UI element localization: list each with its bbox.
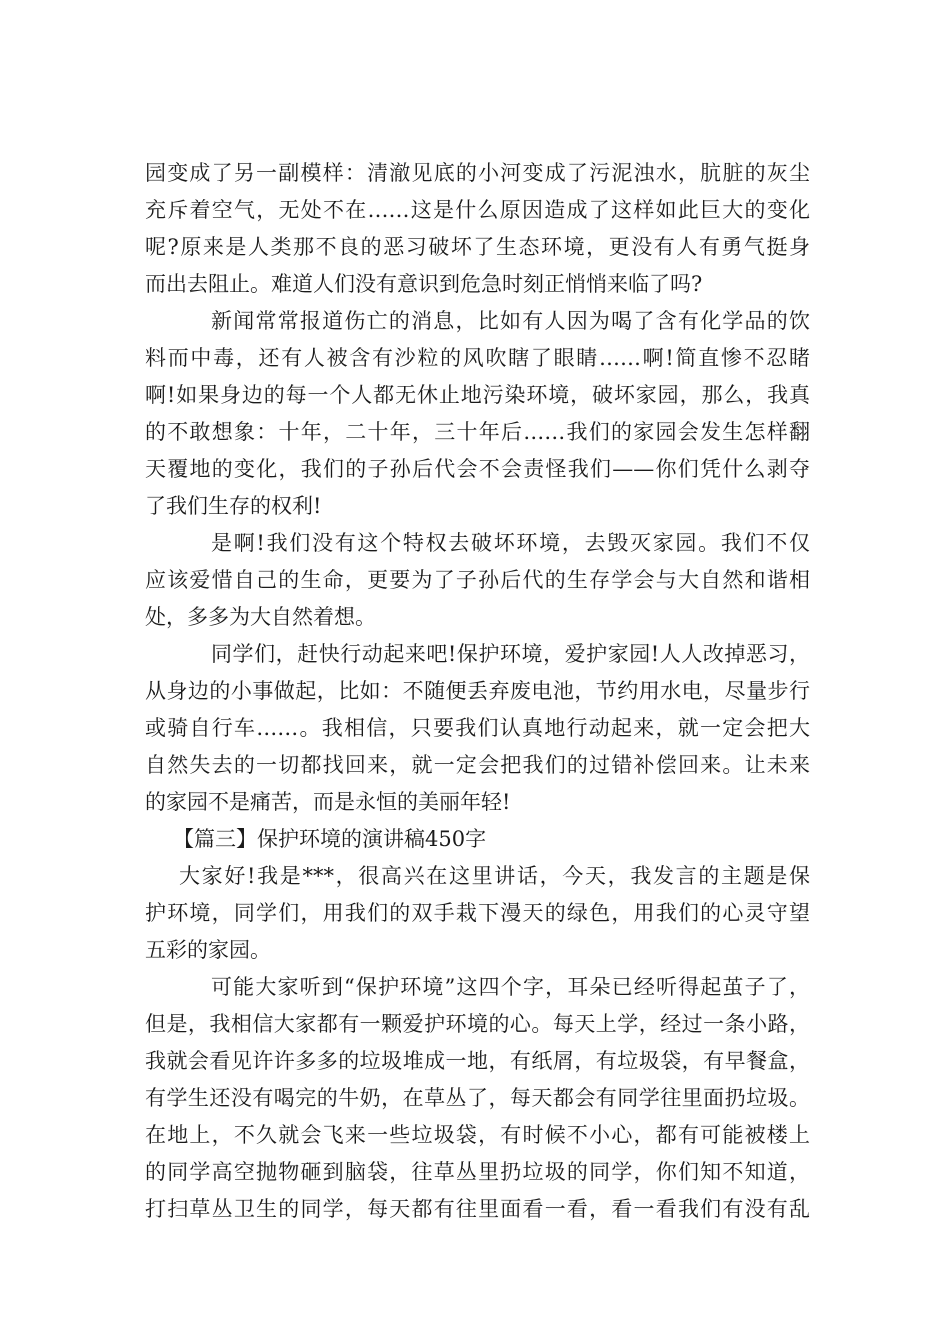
section-heading: 【篇三】保护环境的演讲稿450字 [173, 827, 487, 851]
text-line: 有学生还没有喝完的牛奶，在草丛了，每天都会有同学往里面扔垃圾。 [145, 1086, 810, 1110]
text-line: 呢?原来是人类那不良的恶习破坏了生态环境，更没有人有勇气挺身 [145, 235, 810, 259]
paragraph-start-line: 同学们，赶快行动起来吧!保护环境，爱护家园!人人改掉恶习， [211, 642, 810, 666]
text-line: 但是，我相信大家都有一颗爱护环境的心。每天上学，经过一条小路， [145, 1012, 810, 1036]
text-line: 我就会看见许许多多的垃圾堆成一地，有纸屑，有垃圾袋，有早餐盒， [145, 1049, 810, 1073]
text-line: 从身边的小事做起，比如：不随便丢弃废电池，节约用水电，尽量步行 [145, 679, 810, 703]
text-line: 了我们生存的权利! [145, 494, 322, 518]
text-line: 的不敢想象：十年，二十年，三十年后……我们的家园会发生怎样翻 [145, 420, 810, 444]
text-line: 或骑自行车……。我相信，只要我们认真地行动起来，就一定会把大 [145, 716, 810, 740]
text-line: 天覆地的变化，我们的子孙后代会不会责怪我们——你们凭什么剥夺 [145, 457, 810, 481]
text-line: 五彩的家园。 [145, 938, 271, 962]
text-line: 自然失去的一切都找回来，就一定会把我们的过错补偿回来。让未来 [145, 753, 810, 777]
text-line: 在地上，不久就会飞来一些垃圾袋，有时候不小心，都有可能被楼上 [145, 1123, 810, 1147]
paragraph-start-line: 新闻常常报道伤亡的消息，比如有人因为喝了含有化学品的饮 [211, 309, 810, 333]
text-line: 处，多多为大自然着想。 [145, 605, 376, 629]
text-line: 料而中毒，还有人被含有沙粒的风吹瞎了眼睛……啊!简直惨不忍睹 [145, 346, 810, 370]
text-line: 的家园不是痛苦，而是永恒的美丽年轻! [145, 790, 511, 814]
text-line: 园变成了另一副模样：清澈见底的小河变成了污泥浊水，肮脏的灰尘 [145, 161, 810, 185]
text-line: 而出去阻止。难道人们没有意识到危急时刻正悄悄来临了吗? [145, 272, 703, 296]
paragraph-start-line: 是啊!我们没有这个特权去破坏环境，去毁灭家园。我们不仅 [211, 531, 810, 555]
text-line: 护环境，同学们，用我们的双手栽下漫天的绿色，用我们的心灵守望 [145, 901, 810, 925]
text-line: 充斥着空气，无处不在……这是什么原因造成了这样如此巨大的变化 [145, 198, 810, 222]
paragraph-start-line: 大家好!我是***，很高兴在这里讲话，今天，我发言的主题是保 [179, 864, 810, 888]
text-line: 应该爱惜自己的生命，更要为了子孙后代的生存学会与大自然和谐相 [145, 568, 810, 592]
document-body [145, 155, 810, 1228]
text-line: 打扫草丛卫生的同学，每天都有往里面看一看，看一看我们有没有乱 [145, 1197, 810, 1221]
text-line: 啊!如果身边的每一个人都无休止地污染环境，破坏家园，那么，我真 [145, 383, 810, 407]
text-line: 的同学高空抛物砸到脑袋，往草丛里扔垃圾的同学，你们知不知道， [145, 1160, 810, 1184]
paragraph-start-line: 可能大家听到“保护环境”这四个字，耳朵已经听得起茧子了， [211, 975, 810, 999]
